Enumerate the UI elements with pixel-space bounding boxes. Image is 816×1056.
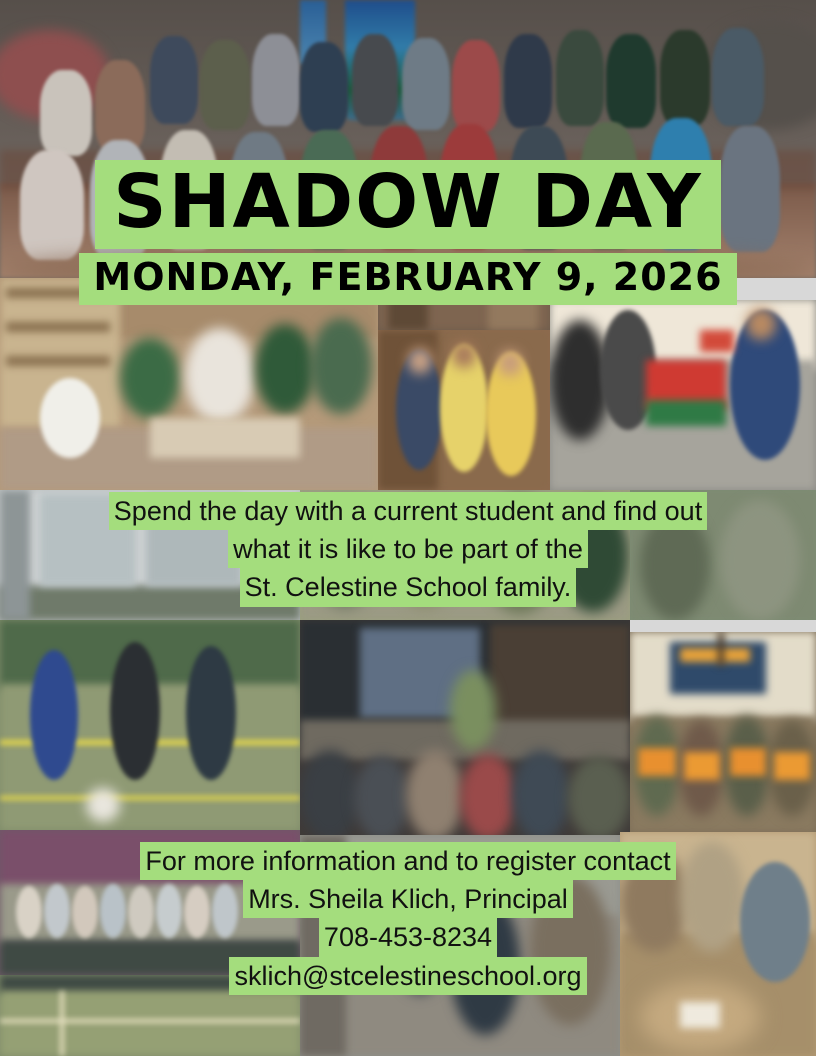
contact-email[interactable]: sklich@stcelestineschool.org — [229, 957, 586, 995]
flyer-body-text — [0, 492, 816, 607]
event-date: MONDAY, FEBRUARY 9, 2026 — [79, 253, 736, 305]
flyer-contact-text — [0, 842, 816, 995]
contact-line-1: For more information and to register contact — [140, 842, 675, 880]
body-line-2: what it is like to be part of the — [228, 530, 588, 568]
classroom-craft-photo — [0, 278, 378, 490]
flyer-heading-group — [0, 160, 816, 305]
classroom-presentation-photo — [300, 620, 630, 835]
hundredth-day-photo — [630, 632, 816, 832]
contact-name: Mrs. Sheila Klich, Principal — [243, 880, 573, 918]
body-line-3: St. Celestine School family. — [240, 568, 577, 606]
page-title: SHADOW DAY — [95, 160, 720, 249]
gym-basketball-photo — [0, 620, 300, 830]
contact-phone[interactable]: 708-453-8234 — [319, 918, 497, 956]
cup-stacking-photo — [550, 300, 816, 490]
body-line-1: Spend the day with a current student and find out — [109, 492, 707, 530]
three-students-portrait-photo — [378, 330, 550, 490]
